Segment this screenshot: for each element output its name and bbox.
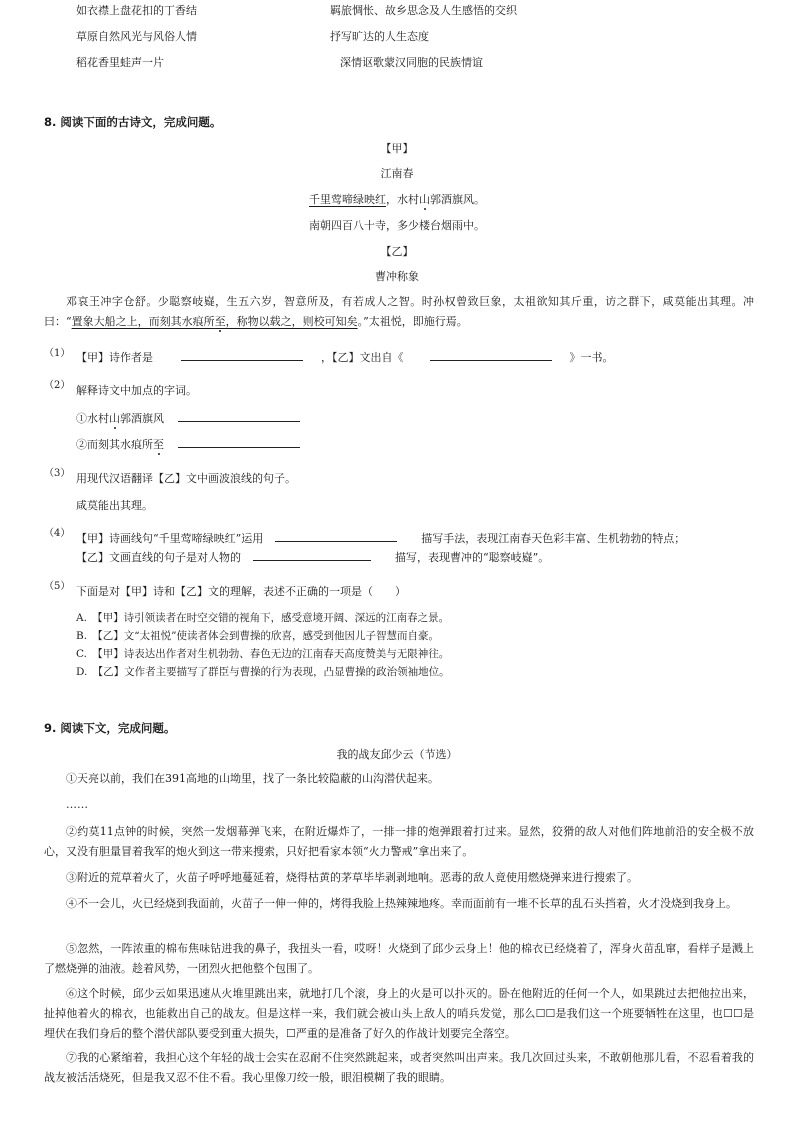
q9-paragraph-7: ⑦我的心紧缩着，我担心这个年轻的战士会实在忍耐不住突然跳起来，或者突然叫出声来。我几次回过头来，不敢朝他那儿看，不忍看着我的战友被活活烧死，但是我又忍不住不看。我心里像刀绞一般，眼泪模糊了我的眼睛。 xyxy=(44,1051,754,1084)
q8-jia-label: 【甲】 xyxy=(380,142,414,155)
q8-sub2-ii-dotted: 至 xyxy=(153,438,164,451)
q8-sub5-text: 下面是对【甲】诗和【乙】文的理解，表述不正确的一项是（ ） xyxy=(76,585,406,598)
q8-sub1-number: （1） xyxy=(44,348,71,359)
q8-sub2-item-1 xyxy=(76,410,300,426)
q8-sub4-text-b: 描写手法，表现江南春天色彩丰富、生机勃勃的特点； xyxy=(421,532,686,545)
pair-right-3: 深情讴歌蒙汉同胞的民族情谊 xyxy=(340,56,483,69)
q8-sub2-number: （2） xyxy=(44,380,71,391)
q8-option-d[interactable]: D. 【乙】文作者主要描写了群臣与曹操的行为表现，凸显曹操的政治领袖地位。 xyxy=(76,666,450,678)
q8-sub3-text: 用现代汉语翻译【乙】文中画波浪线的句子。 xyxy=(76,472,296,485)
q8-sub1-text-c: 》一书。 xyxy=(569,351,614,364)
q9-paragraph-2: ②约莫11点钟的时候，突然一发烟幕弹飞来，在附近爆炸了，一排一排的炮弹跟着打过来。显然，狡猾的敌人对他们阵地前沿的安全极不放心，又没有胆量冒着我军的炮火到这一带来搜索，只好把看家本领“火力警戒”拿出来了。 xyxy=(44,825,754,858)
q8-sub4-number: （4） xyxy=(44,528,71,539)
pair-left-3: 稻花香里蛙声一片 xyxy=(76,56,164,69)
q8-sub5-number: （5） xyxy=(44,581,71,592)
q8-sub4-blank-2[interactable] xyxy=(253,559,371,561)
q9-paragraph-6: ⑥这个时候，邱少云如果迅速从火堆里跳出来，就地打几个滚，身上的火是可以扑灭的。卧在他附近的任何一个人，如果跳过去把他拉出来，扯掉他着火的棉衣，也能救出自己的战友。但是这样一来，我们就会被山头上敌人的哨兵发觉，那么☐☐是我们这一个班要牺牲在这里，也☐☐是埋伏在我们身后的整个潜伏部队要受到重大损失，☐严重的是准备了好久的作战计划要完全落空。 xyxy=(44,987,754,1040)
q8-sub4-line-1 xyxy=(76,530,685,546)
q8-sub2-i-dotted: 山 xyxy=(109,412,120,425)
q9-paragraph-1: ①天亮以前，我们在391高地的山坳里，找了一条比较隐蔽的山沟潜伏起来。 xyxy=(66,772,439,785)
q8-prose-end: 。”太祖悦，即施行焉。 xyxy=(357,315,468,328)
q8-sub4-line-2 xyxy=(76,549,549,565)
q9-paragraph-5: ⑤忽然，一阵浓重的棉布焦味钻进我的鼻子，我扭头一看，哎呀！火烧到了邱少云身上！他的棉衣已经烧着了，浑身火苗乱窜，看样子是溅上了燃烧弹的油液。趁着风势，一团烈火把他整个包围了。 xyxy=(44,942,754,975)
q8-sub4-text-a: 【甲】诗画线句“千里莺啼绿映红”运用 xyxy=(76,532,264,545)
q8-sub2-item2-blank[interactable] xyxy=(178,446,300,448)
q8-prose-passage xyxy=(44,292,754,332)
q9-title: 我的战友邱少云（节选） xyxy=(336,748,458,761)
q8-sub2-i-a: ①水村 xyxy=(76,412,109,425)
q9-heading: 9. 阅读下文，完成问题。 xyxy=(44,721,176,735)
q9-ellipsis: …… xyxy=(66,798,88,811)
q8-heading: 8. 阅读下面的古诗文，完成问题。 xyxy=(44,115,222,129)
q8-prose-title: 曹冲称象 xyxy=(375,270,419,283)
q8-option-a[interactable]: A. 【甲】诗引领读者在时空交错的视角下，感受意境开阔、深远的江南春之景。 xyxy=(76,612,450,624)
q8-poem-line1-rest: ，水村 xyxy=(386,193,419,206)
pair-right-2: 抒写旷达的人生态度 xyxy=(330,30,429,43)
q8-poem-dotted: 山 xyxy=(419,193,430,206)
q8-sub3-sentence: 咸莫能出其理。 xyxy=(76,499,153,512)
q8-sub4-text-c: 【乙】文画直线的句子是对人物的 xyxy=(76,551,241,564)
q8-prose-text: 邓哀王冲字仓舒。少聪察岐嶷，生五六岁，智意所及，有若成人之智。时孙权曾致巨象，太祖欲知其斤重，访之群下，咸莫能出其理。冲曰：“ xyxy=(44,295,754,328)
q8-sub2-ii-a: ②而刻其水痕所 xyxy=(76,438,153,451)
q8-sub3-number: （3） xyxy=(44,468,71,479)
q9-paragraph-3: ③附近的荒草着火了，火苗子呼呼地蔓延着，烧得枯黄的茅草毕毕剥剥地响。恶毒的敌人竟使用燃烧弹来进行搜索了。 xyxy=(66,871,638,884)
q8-poem-line-2: 南朝四百八十寺，多少楼台烟雨中。 xyxy=(309,219,485,232)
q9-paragraph-4: ④不一会儿，火已经烧到我面前，火苗子一伸一伸的，烤得我脸上热辣辣地疼。幸而面前有一堆不长草的乱石头挡着，火才没烧到我身上。 xyxy=(66,897,737,910)
q8-sub1-text-a: 【甲】诗作者是 xyxy=(76,351,153,364)
q8-sub4-blank-1[interactable] xyxy=(275,540,397,542)
q8-prose-underlined-b: ，称物以载之，则校可知矣 xyxy=(225,315,358,328)
q8-poem-line-1 xyxy=(0,191,794,207)
q8-prose-dotted: 至 xyxy=(214,315,226,328)
q8-sub2-item-2 xyxy=(76,436,300,452)
q8-poem-underlined: 千里莺啼绿映红 xyxy=(309,193,386,206)
q8-poem-line1-end: 郭酒旗风。 xyxy=(430,193,485,206)
pair-left-2: 草原自然风光与风俗人情 xyxy=(76,30,197,43)
q8-sub1-author-blank[interactable] xyxy=(181,359,303,361)
q8-sub1-book-blank[interactable] xyxy=(430,359,552,361)
q8-option-c[interactable]: C. 【甲】诗表达出作者对生机勃勃、春色无边的江南春天高度赞美与无限神往。 xyxy=(76,648,450,660)
q8-yi-label: 【乙】 xyxy=(380,245,414,258)
pair-left-1: 如衣襟上盘花扣的丁香结 xyxy=(76,4,197,17)
q8-poem-title: 江南春 xyxy=(380,167,414,180)
q8-sub4-text-d: 描写，表现曹冲的“聪察岐嶷”。 xyxy=(395,551,550,564)
pair-right-1: 羁旅惆怅、故乡思念及人生感悟的交织 xyxy=(330,4,517,17)
q8-sub2-item1-blank[interactable] xyxy=(178,420,300,422)
q8-prose-underlined-a: 置象大船之上，而刻其水痕所 xyxy=(71,315,215,328)
q8-option-b[interactable]: B. 【乙】文“太祖悦”使读者体会到曹操的欣喜，感受到他因儿子智慧而自豪。 xyxy=(76,630,440,642)
q8-sub1 xyxy=(76,349,614,365)
q8-sub1-text-b: ，【乙】文出自《 xyxy=(321,351,404,364)
q8-sub2-i-b: 郭酒旗风 xyxy=(120,412,164,425)
q8-sub2-text: 解释诗文中加点的字词。 xyxy=(76,384,197,397)
